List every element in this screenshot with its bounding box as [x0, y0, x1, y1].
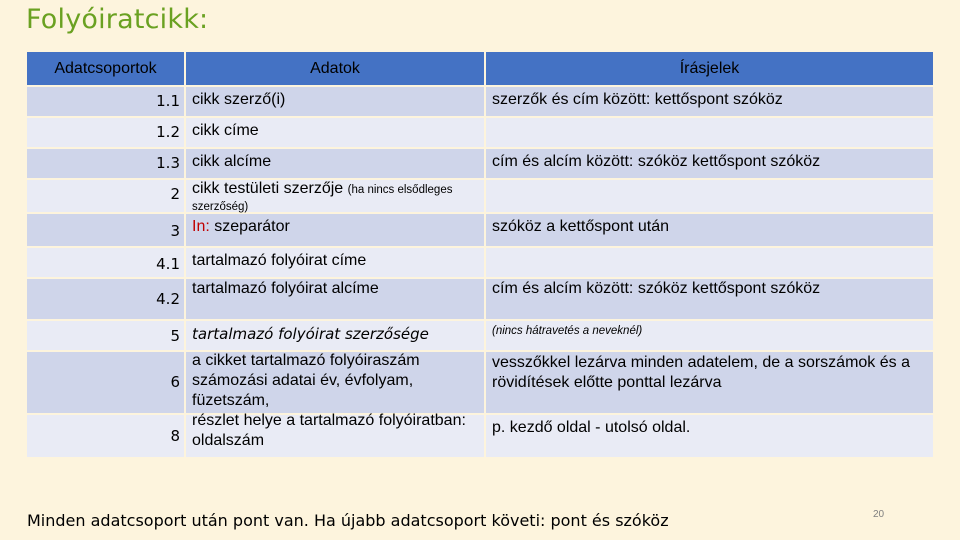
header-irasjelek: Írásjelek [486, 52, 933, 85]
row-4-1-number: 4.1 [27, 248, 184, 277]
row-1-3-data: cikk alcíme [186, 149, 484, 178]
slide-title: Folyóiratcikk: [26, 4, 209, 35]
row-1-3-marks: cím és alcím között: szóköz kettőspont szóköz [486, 149, 933, 178]
row-6-number: 6 [27, 352, 184, 413]
row-2-marks [486, 180, 933, 212]
row-4-1-marks [486, 248, 933, 277]
row-1-1-marks: szerzők és cím között: kettőspont szóköz [486, 87, 933, 116]
row-8-data: részlet helye a tartalmazó folyóiratban: oldalszám [192, 412, 466, 449]
row-8-number: 8 [27, 415, 184, 457]
row-4-1-data: tartalmazó folyóirat címe [186, 248, 484, 277]
row-2-number: 2 [27, 180, 184, 212]
row-5-data: tartalmazó folyóirat szerzősége [186, 321, 484, 350]
row-3-number: 3 [27, 214, 184, 246]
row-5-marks: (nincs hátravetés a neveknél) [486, 321, 933, 350]
row-3-in-prefix: In: [192, 218, 210, 235]
row-1-2-data: cikk címe [186, 118, 484, 147]
row-3-data [186, 214, 484, 246]
page-number: 20 [873, 509, 885, 520]
row-1-1-number: 1.1 [27, 87, 184, 116]
row-2-data [186, 180, 484, 212]
row-1-2-number: 1.2 [27, 118, 184, 147]
row-8-marks: p. kezdő oldal - utolsó oldal. [486, 415, 933, 457]
row-6-marks: vesszőkkel lezárva minden adatelem, de a sorszámok és a rövidítések előtte ponttal lezárva [486, 352, 933, 413]
header-adatok: Adatok [186, 52, 484, 85]
row-4-2-data: tartalmazó folyóirat alcíme [186, 279, 484, 319]
row-6-data: a cikket tartalmazó folyóiraszám számozási adatai év, évfolyam, füzetszám, [192, 352, 420, 409]
row-4-2-number: 4.2 [27, 279, 184, 319]
row-2-data-note: (ha nincs elsődleges szerzőség) [192, 184, 453, 213]
row-1-1-data: cikk szerző(i) [186, 87, 484, 116]
row-1-2-marks [486, 118, 933, 147]
row-1-3-number: 1.3 [27, 149, 184, 178]
row-3-data-text: szeparátor [214, 218, 290, 235]
header-adatcsoportok: Adatcsoportok [27, 52, 184, 85]
footer-note: Minden adatcsoport után pont van. Ha újabb adatcsoport követi: pont és szóköz [27, 511, 669, 530]
row-4-2-marks: cím és alcím között: szóköz kettőspont szóköz [486, 279, 933, 319]
row-3-marks: szóköz a kettőspont után [486, 214, 933, 246]
row-2-data-text: cikk testületi szerzője [192, 180, 344, 197]
row-6-8-data-text [186, 351, 484, 457]
row-5-number: 5 [27, 321, 184, 350]
